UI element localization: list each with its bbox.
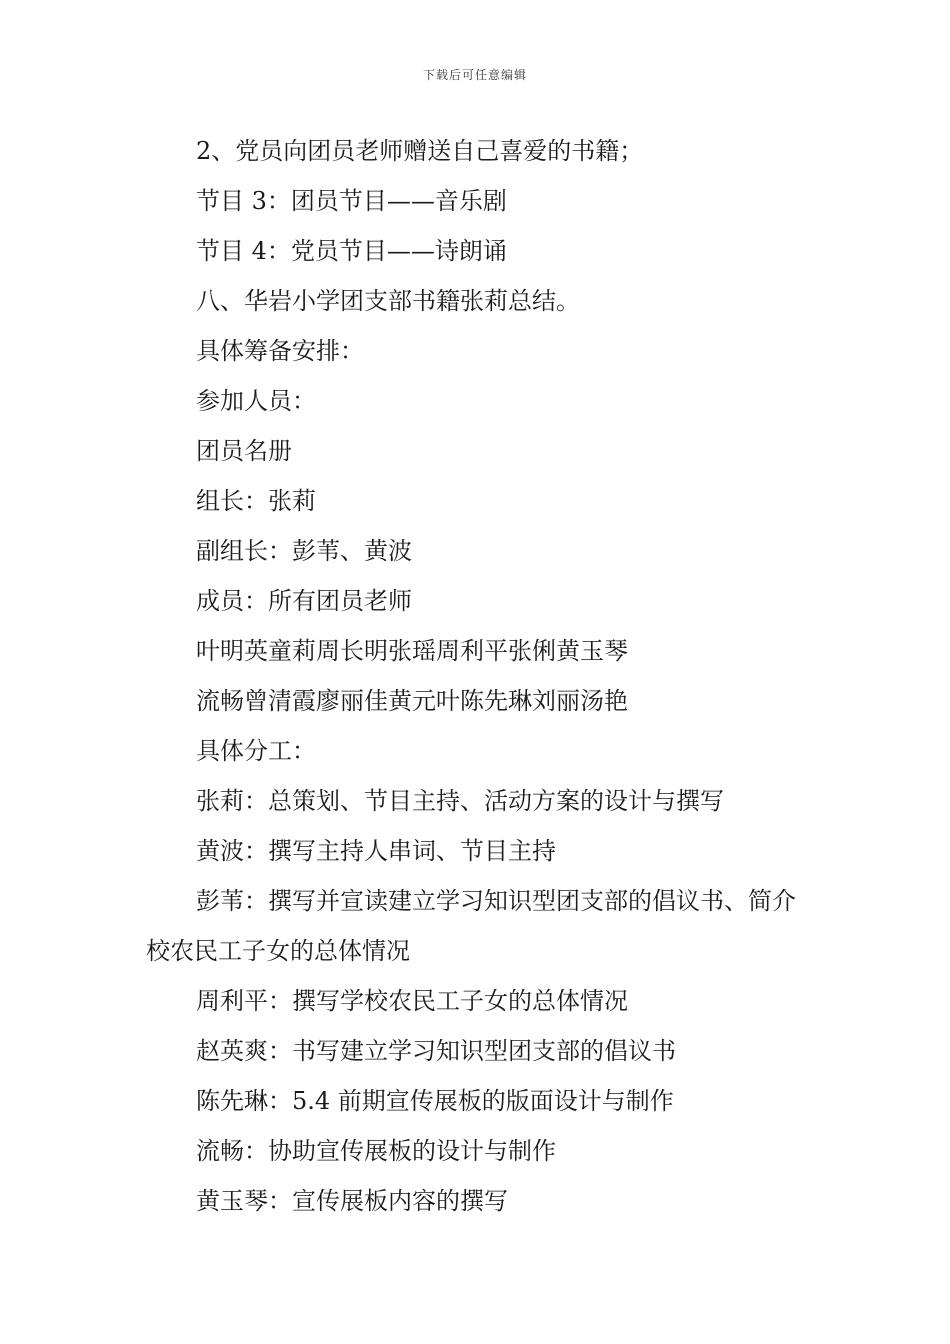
paragraph-line: 节目 3：团员节目——音乐剧 (196, 187, 507, 215)
document-body (146, 126, 811, 1226)
paragraph-line: 组长：张莉 (196, 487, 316, 515)
paragraph-line: 叶明英童莉周长明张瑶周利平张俐黄玉琴 (196, 637, 628, 665)
paragraph-line: 黄波：撰写主持人串词、节目主持 (196, 837, 556, 865)
paragraph-line: 周利平：撰写学校农民工子女的总体情况 (196, 987, 628, 1015)
paragraph-line: 成员：所有团员老师 (196, 587, 412, 615)
paragraph-line: 2、党员向团员老师赠送自己喜爱的书籍； (196, 137, 644, 165)
paragraph-line: 陈先琳：5.4 前期宣传展板的版面设计与制作 (196, 1087, 674, 1115)
paragraph-line: 节目 4：党员节目——诗朗诵 (196, 237, 507, 265)
paragraph-line: 具体筹备安排： (196, 337, 364, 365)
paragraph-line: 副组长：彭苇、黄波 (196, 537, 412, 565)
paragraph-line: 流畅：协助宣传展板的设计与制作 (196, 1137, 556, 1165)
paragraph-line: 赵英爽：书写建立学习知识型团支部的倡议书 (196, 1037, 676, 1065)
paragraph-line: 黄玉琴：宣传展板内容的撰写 (196, 1187, 508, 1215)
paragraph-line: 参加人员： (196, 387, 316, 415)
paragraph-line: 八、华岩小学团支部书籍张莉总结。 (196, 287, 580, 315)
page-header: 下载后可任意编辑 (422, 68, 527, 82)
paragraph-line: 具体分工： (196, 737, 316, 765)
paragraph-line: 流畅曾清霞廖丽佳黄元叶陈先琳刘丽汤艳 (196, 687, 628, 715)
paragraph-wrapped: 彭苇：撰写并宣读建立学习知识型团支部的倡议书、简介校农民工子女的总体情况 (146, 887, 796, 965)
paragraph-line: 团员名册 (196, 437, 292, 465)
paragraph-line: 张莉：总策划、节目主持、活动方案的设计与撰写 (196, 787, 724, 815)
